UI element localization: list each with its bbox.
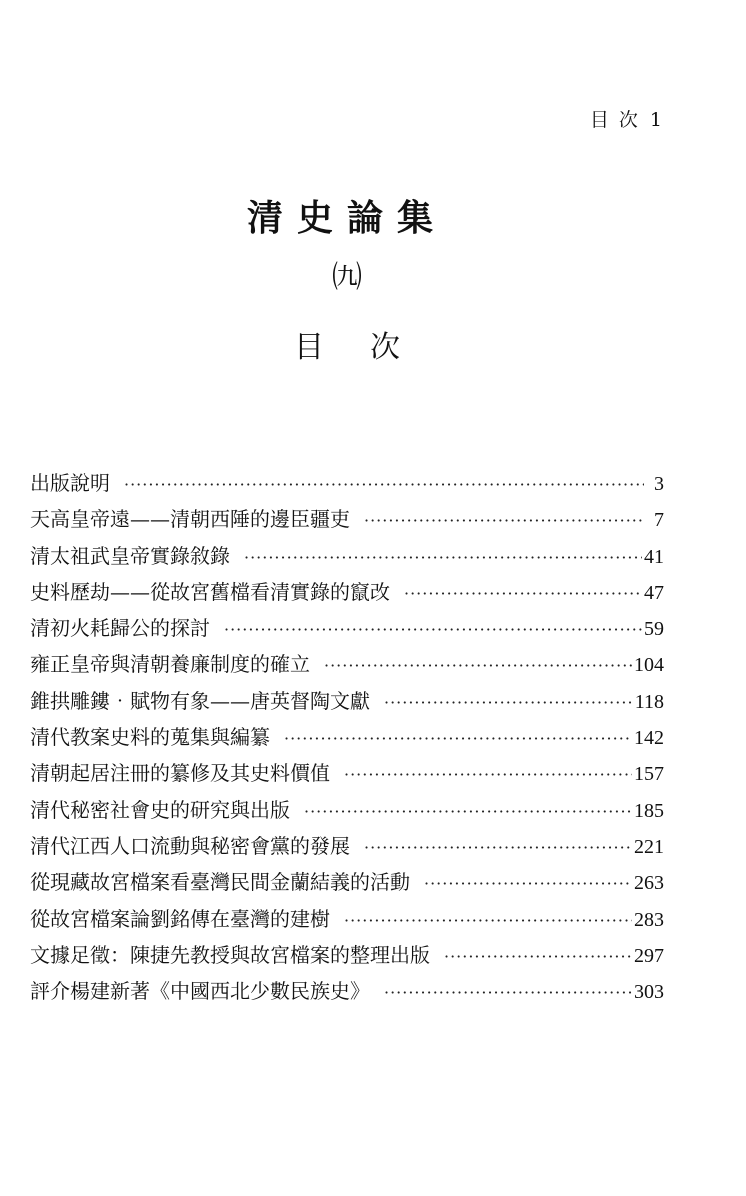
toc-entry[interactable] [30, 721, 664, 757]
toc-entry-title: 清初火耗歸公的探討 [30, 616, 210, 641]
toc-entry-page: 263 [634, 872, 664, 895]
toc-entry-page: 41 [644, 545, 664, 568]
toc-entry[interactable] [30, 540, 664, 576]
toc-entry[interactable] [30, 648, 664, 684]
toc-entry[interactable] [30, 503, 664, 539]
dot-leader [384, 985, 632, 1001]
toc-entry[interactable] [30, 467, 664, 503]
book-title: 清史論集 [246, 197, 447, 239]
dot-leader [344, 913, 632, 929]
toc-entry-title: 出版說明 [30, 471, 110, 495]
dot-leader [324, 658, 632, 674]
dot-leader [384, 695, 633, 711]
toc-entry-title: 史料歷劫——從故宮舊檔看清實錄的竄改 [30, 579, 390, 604]
toc-entry[interactable] [30, 975, 664, 1011]
toc-entry-page: 104 [634, 654, 664, 677]
toc-entry-page: 47 [644, 581, 664, 604]
toc-entry-title: 清代秘密社會史的研究與出版 [30, 797, 290, 822]
toc-entry[interactable] [30, 939, 664, 975]
toc-entry-title: 清代教案史料的蒐集與編纂 [30, 725, 270, 750]
toc-entry-page: 221 [634, 835, 664, 858]
toc-entry[interactable] [30, 903, 664, 939]
toc-entry-title: 清朝起居注冊的纂修及其史料價值 [30, 761, 330, 786]
table-of-contents [30, 467, 664, 1011]
toc-entry[interactable] [30, 576, 664, 612]
dot-leader [304, 804, 632, 820]
running-header [590, 105, 664, 132]
dot-leader [364, 840, 632, 856]
toc-entry-page: 118 [634, 690, 664, 713]
toc-entry-title: 雍正皇帝與清朝養廉制度的確立 [30, 652, 310, 677]
toc-entry-page: 283 [634, 908, 664, 931]
dot-leader [224, 622, 642, 638]
toc-entry[interactable] [30, 757, 664, 793]
dot-leader [344, 767, 632, 783]
toc-entry-title: 從故宮檔案論劉銘傳在臺灣的建樹 [30, 906, 330, 931]
dot-leader [444, 949, 632, 965]
toc-entry-page: 185 [634, 799, 664, 822]
header-section: 目 次 [589, 109, 640, 131]
toc-entry-page: 7 [654, 509, 664, 532]
toc-entry-page: 297 [634, 944, 664, 967]
toc-entry-title: 天高皇帝遠——清朝西陲的邊臣疆吏 [30, 507, 350, 532]
toc-entry-title: 清太祖武皇帝實錄敘錄 [30, 543, 230, 568]
toc-entry[interactable] [30, 866, 664, 902]
toc-entry[interactable] [30, 685, 664, 721]
toc-entry[interactable] [30, 830, 664, 866]
toc-entry[interactable] [30, 612, 664, 648]
toc-heading: 目次 [294, 330, 446, 365]
dot-leader [284, 731, 632, 747]
toc-entry-title: 清代江西人口流動與秘密會黨的發展 [30, 833, 350, 858]
dot-leader [124, 477, 644, 493]
volume-number: ㈨ [332, 260, 362, 295]
toc-entry-page: 157 [634, 763, 664, 786]
toc-entry-page: 303 [634, 981, 664, 1004]
toc-entry-title: 文據足徵：陳捷先教授與故宮檔案的整理出版 [30, 942, 430, 967]
toc-entry-page: 59 [644, 618, 664, 641]
dot-leader [364, 513, 644, 529]
toc-entry-title: 評介楊建新著《中國西北少數民族史》 [30, 979, 370, 1004]
toc-entry-page: 3 [654, 473, 664, 495]
dot-leader [244, 550, 642, 566]
toc-entry-title: 從現藏故宮檔案看臺灣民間金蘭結義的活動 [30, 870, 410, 895]
toc-entry-title: 錐拱雕鏤‧賦物有象——唐英督陶文獻 [30, 688, 370, 713]
dot-leader [424, 876, 632, 892]
toc-entry[interactable] [30, 794, 664, 830]
header-page-number: 1 [649, 109, 664, 131]
toc-entry-page: 142 [634, 727, 664, 750]
dot-leader [404, 586, 642, 602]
